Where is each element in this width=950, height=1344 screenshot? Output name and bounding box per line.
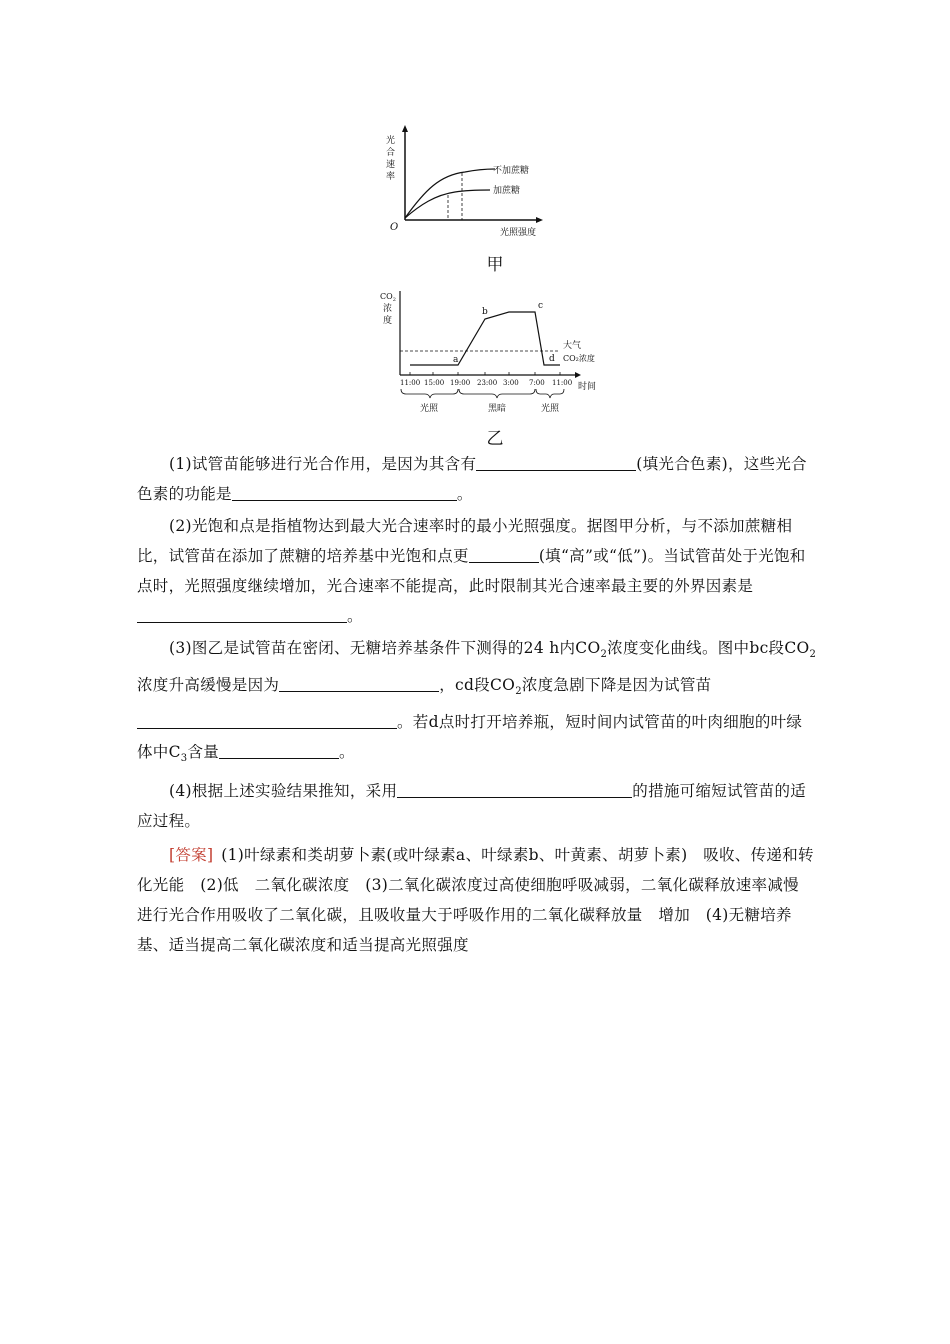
blank-1b[interactable] bbox=[232, 484, 457, 501]
yi-ref-1: 大气 bbox=[563, 341, 582, 351]
caption-jia: 甲 bbox=[486, 255, 504, 275]
blank-4[interactable] bbox=[397, 781, 632, 798]
yi-ref-2: CO₂浓度 bbox=[563, 354, 595, 363]
yi-tick-1: 15:00 bbox=[424, 379, 445, 387]
yi-tick-0: 11:00 bbox=[400, 379, 421, 387]
blank-1a[interactable] bbox=[476, 454, 636, 471]
yi-tick-3: 23:00 bbox=[477, 379, 498, 387]
jia-origin: O bbox=[390, 222, 399, 233]
jia-curve-sucrose bbox=[405, 190, 490, 218]
yi-tick-6: 11:00 bbox=[552, 379, 573, 387]
yi-point-c: c bbox=[538, 301, 544, 311]
blank-3c[interactable] bbox=[219, 742, 339, 759]
blank-2a[interactable] bbox=[469, 546, 539, 563]
jia-y-arrow bbox=[402, 125, 408, 132]
yi-tick-5: 7:00 bbox=[529, 379, 545, 387]
yi-y-label-2: 度 bbox=[383, 316, 393, 326]
yi-point-a: a bbox=[453, 355, 459, 365]
jia-x-label: 光照强度 bbox=[500, 228, 537, 238]
yi-brace-2 bbox=[459, 389, 535, 398]
jia-y-label-2: 合 bbox=[386, 148, 396, 158]
jia-y-label-3: 速 bbox=[386, 160, 396, 170]
figure-yi bbox=[378, 286, 608, 416]
answer-text: (1)叶绿素和类胡萝卜素(或叶绿素a、叶绿素b、叶黄素、胡萝卜素) 吸收、传递和转化光能 (2)低 二氧化碳浓度 (3)二氧化碳浓度过高使细胞呼吸减弱，二氧化碳释放速率减慢 进行光合作用吸收了二氧化碳，且吸收量大于呼吸作用的二氧化碳释放量 增加 (4)无糖培养基、适当提高二氧化碳浓度和适当提高光照强度 bbox=[137, 846, 815, 955]
yi-x-label: 时间 bbox=[578, 382, 597, 392]
yi-brace-3 bbox=[536, 389, 564, 398]
yi-tick-4: 3:00 bbox=[503, 379, 519, 387]
caption-yi: 乙 bbox=[486, 429, 504, 449]
jia-series-1: 不加蔗糖 bbox=[493, 166, 530, 176]
jia-y-label-1: 光 bbox=[386, 136, 396, 146]
yi-point-b: b bbox=[482, 307, 488, 317]
questions-block bbox=[137, 449, 817, 960]
yi-y-label-1: 浓 bbox=[383, 304, 393, 314]
question-4: (4)根据上述实验结果推知，采用 的措施可缩短试管苗的适应过程。 bbox=[137, 782, 807, 831]
blank-3b[interactable] bbox=[137, 712, 397, 729]
question-3: (3)图乙是试管苗在密闭、无糖培养基条件下测得的24 h内$CO_2$浓度变化曲线。图中bc段$CO_2$浓度升高缓慢是因为 ，cd段$CO_2$浓度急剧下降是因为试管苗。若d点时打开培养瓶，短时间内试管苗的叶肉细胞的叶绿体中$C_3$含量 。 bbox=[137, 639, 817, 765]
yi-period-1: 光照 bbox=[420, 404, 439, 414]
blank-3a[interactable] bbox=[279, 675, 439, 692]
question-2: (2)光饱和点是指植物达到最大光合速率时的最小光照强度。据图甲分析，与不添加蔗糖相比，试管苗在添加了蔗糖的培养基中光饱和点更 (填“高”或“低”)。当试管苗处于光饱和点时，光照强度继续增加，光合速率不能提高，此时限制其光合速率最主要的外界因素是。 bbox=[137, 517, 806, 625]
yi-y-label-co: $CO_2$ bbox=[380, 292, 396, 303]
yi-brace-1 bbox=[401, 389, 458, 398]
yi-period-3: 光照 bbox=[541, 404, 560, 414]
yi-point-d: d bbox=[549, 354, 555, 364]
jia-y-label-4: 率 bbox=[386, 172, 396, 182]
answer bbox=[137, 840, 817, 960]
jia-x-arrow bbox=[536, 217, 543, 223]
yi-curve bbox=[410, 312, 560, 365]
answer-tag: [答案] bbox=[169, 846, 214, 865]
yi-tick-2: 19:00 bbox=[450, 379, 471, 387]
yi-x-arrow bbox=[575, 372, 581, 378]
blank-2b[interactable] bbox=[137, 606, 347, 623]
yi-period-2: 黑暗 bbox=[488, 404, 507, 414]
question-1: (1)试管苗能够进行光合作用，是因为其含有 (填光合色素)，这些光合色素的功能是 。 bbox=[137, 455, 807, 503]
jia-series-2: 加蔗糖 bbox=[493, 186, 521, 196]
figure-jia bbox=[380, 125, 560, 240]
